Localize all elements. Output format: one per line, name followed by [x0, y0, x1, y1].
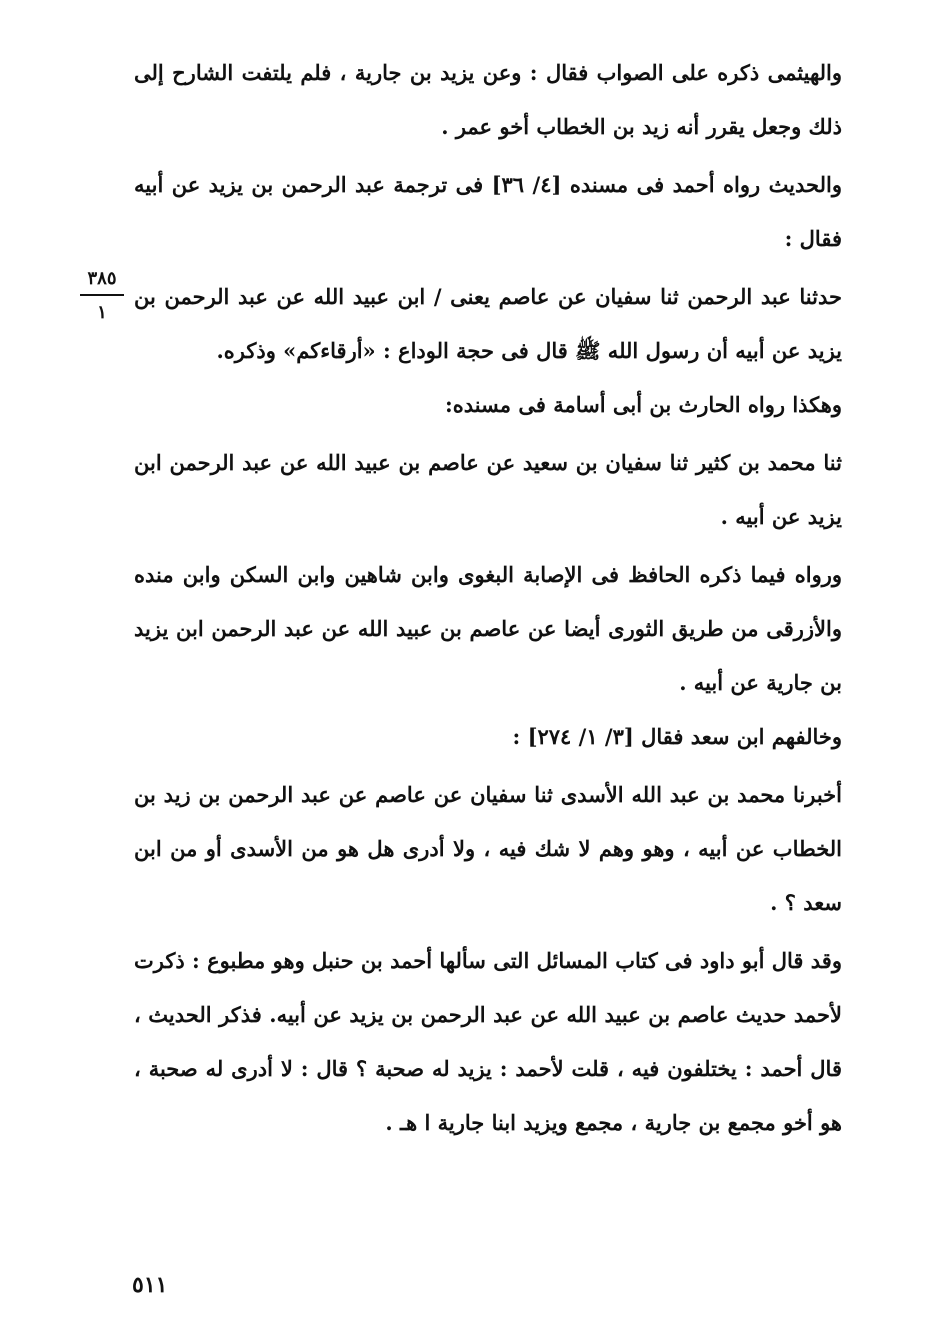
paragraph-4: وهكذا رواه الحارث بن أبى أسامة فى مسنده: [444, 392, 842, 417]
paragraph-1: والهيثمى ذكره على الصواب فقال : وعن يزيد بن جارية ، فلم يلتفت الشارح إلى ذلك وجعل يقرر أنه زيد بن الخطاب أخو عمر . [134, 60, 842, 139]
margin-reference-top: ٣٨٥ [87, 268, 117, 289]
paragraph-3: حدثنا عبد الرحمن ثنا سفيان عن عاصم يعنى / ابن عبيد الله عن عبد الرحمن بن يزيد عن أبيه أن رسول الله ﷺ قال فى حجة الوداع : «أرقاءكم» وذكره. [134, 284, 842, 363]
paragraph-5: ثنا محمد بن كثير ثنا سفيان بن سعيد عن عاصم بن عبيد الله عن عبد الرحمن ابن يزيد عن أبيه . [134, 450, 842, 529]
paragraph-6: ورواه فيما ذكره الحافظ فى الإصابة البغوى وابن شاهين وابن السكن وابن منده والأزرقى من طريق الثورى أيضا عن عاصم بن عبيد الله عن عبد الرحمن ابن يزيد بن جارية عن أبيه . [134, 562, 842, 695]
page-number: ٥١١ [132, 1272, 168, 1298]
margin-page-reference [78, 266, 126, 326]
paragraph-7: وخالفهم ابن سعد فقال [٣/ ١/ ٢٧٤] : [512, 724, 842, 749]
margin-reference-bottom: ١ [97, 302, 107, 323]
paragraph-9: وقد قال أبو داود فى كتاب المسائل التى سألها أحمد بن حنبل وهو مطبوع : ذكرت لأحمد حديث عاصم بن عبيد الله عن عبد الرحمن بن يزيد عن أبيه. فذكر الحديث ، قال أحمد : يختلفون فيه ، قلت لأحمد : يزيد له صحبة ؟ قال : لا أدرى له صحبة ، هو أخو مجمع بن جارية ، مجمع ويزيد ابنا جارية ا هـ . [134, 948, 842, 1135]
margin-reference-rule [80, 294, 124, 296]
paragraph-8: أخبرنا محمد بن عبد الله الأسدى ثنا سفيان عن عاصم عن عبد الرحمن بن زيد بن الخطاب عن أبيه ، وهو وهم لا شك فيه ، ولا أدرى هل هو من الأسدى أو من ابن سعد ؟ . [134, 782, 842, 915]
main-text [134, 46, 842, 1150]
paragraph-2: والحديث رواه أحمد فى مسنده [٤/ ٣٦] فى ترجمة عبد الرحمن بن يزيد عن أبيه فقال : [134, 172, 842, 251]
